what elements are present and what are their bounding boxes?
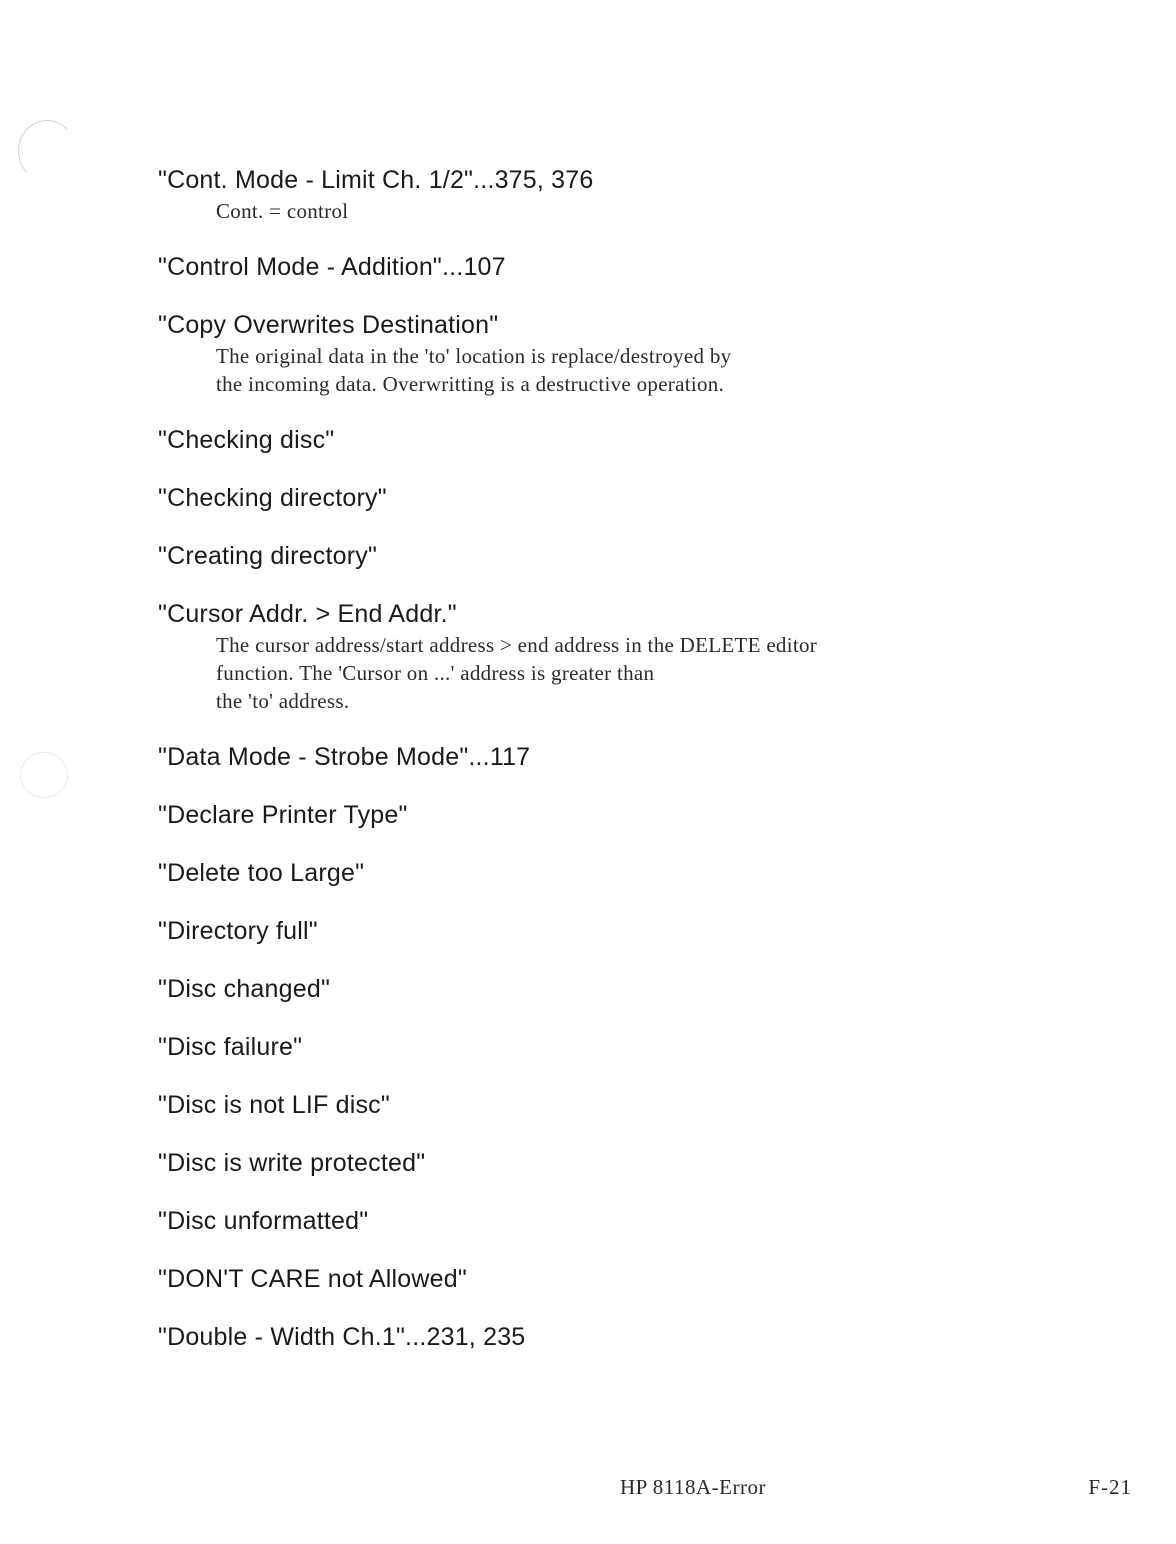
error-entry-title: "Disc changed" (158, 975, 331, 1003)
error-message-list (158, 164, 1058, 1379)
error-entry-title: "Disc failure" (158, 1033, 303, 1061)
error-entry-title: "Directory full" (158, 917, 318, 945)
error-entry-title: "Checking directory" (158, 484, 387, 512)
error-entry (158, 164, 1058, 225)
description-line: The cursor address/start address > end address in the DELETE editor (216, 633, 818, 657)
error-entry-title: "Data Mode - Strobe Mode"...117 (158, 743, 531, 771)
error-entry (158, 482, 1058, 514)
error-entry (158, 424, 1058, 456)
error-entry (158, 251, 1058, 283)
error-entry (158, 1205, 1058, 1237)
error-entry (158, 598, 1058, 715)
footer-title (0, 1475, 1176, 1500)
description-line: the 'to' address. (216, 689, 350, 713)
error-entry (158, 1089, 1058, 1121)
footer-title-text: HP 8118A-Error (619, 1475, 766, 1499)
error-entry-title: "Disc is not LIF disc" (158, 1091, 390, 1119)
error-entry-description (216, 197, 1058, 225)
error-entry-title: "Creating directory" (158, 542, 378, 570)
description-line: the incoming data. Overwritting is a destructive operation. (216, 372, 725, 396)
error-entry-title: "Cursor Addr. > End Addr." (158, 600, 457, 628)
error-entry-description (216, 342, 1058, 398)
description-line: Cont. = control (216, 199, 349, 223)
error-entry (158, 309, 1058, 398)
page-number: F-21 (1088, 1475, 1132, 1499)
error-entry (158, 540, 1058, 572)
error-entry-title: "Checking disc" (158, 426, 335, 454)
error-entry-title: "Disc unformatted" (158, 1207, 369, 1235)
error-entry-title: "Disc is write protected" (158, 1149, 426, 1177)
error-entry (158, 857, 1058, 889)
error-entry-title: "Delete too Large" (158, 859, 365, 887)
error-entry-title: "Control Mode - Addition"...107 (158, 253, 506, 281)
error-entry (158, 973, 1058, 1005)
error-entry-title: "Declare Printer Type" (158, 801, 408, 829)
error-entry-description (216, 631, 1058, 715)
error-entry (158, 799, 1058, 831)
error-entry-title: "Copy Overwrites Destination" (158, 311, 499, 339)
error-entry (158, 741, 1058, 773)
error-entry-title: "Cont. Mode - Limit Ch. 1/2"...375, 376 (158, 166, 594, 194)
description-line: The original data in the 'to' location is replace/destroyed by (216, 344, 732, 368)
error-entry (158, 915, 1058, 947)
error-entry (158, 1263, 1058, 1295)
description-line: function. The 'Cursor on ...' address is greater than (216, 661, 655, 685)
error-entry-title: "Double - Width Ch.1"...231, 235 (158, 1323, 526, 1351)
scan-artifact (20, 752, 68, 798)
scan-artifact (18, 120, 76, 182)
error-entry (158, 1031, 1058, 1063)
error-entry (158, 1147, 1058, 1179)
error-entry (158, 1321, 1058, 1353)
error-entry-title: "DON'T CARE not Allowed" (158, 1265, 467, 1293)
